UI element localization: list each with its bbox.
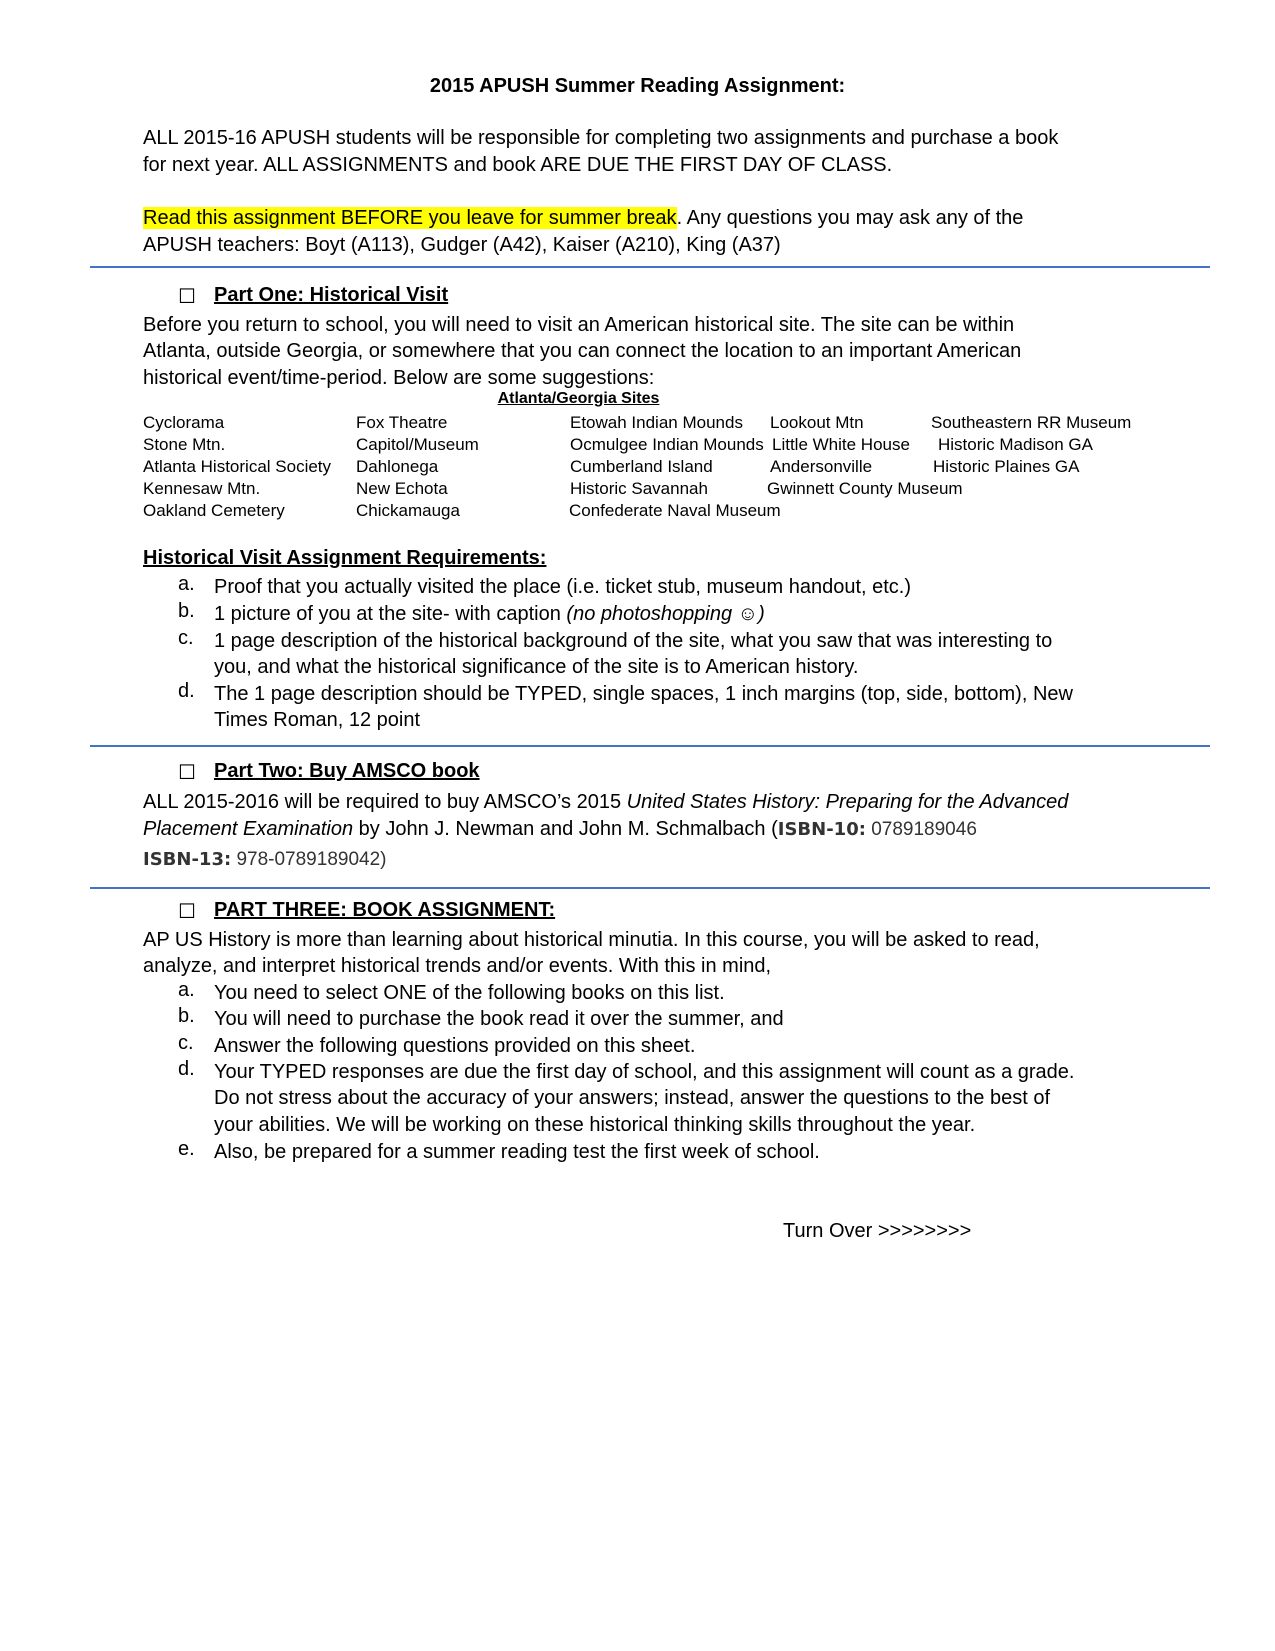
part-three-line: analyze, and interpret historical trends and/or events. With this in mind,	[143, 955, 772, 977]
part-two-checkbox[interactable]: ☐	[178, 762, 196, 784]
sites-heading: Atlanta/Georgia Sites	[497, 390, 660, 407]
turn-over-note: Turn Over >>>>>>>>	[783, 1220, 972, 1242]
part-three-heading: PART THREE: BOOK ASSIGNMENT:	[214, 899, 556, 921]
list-item-text: 1 picture of you at the site- with caption	[214, 603, 567, 625]
part-one-line: historical event/time-period. Below are some suggestions:	[143, 367, 655, 389]
section-divider	[90, 266, 1210, 268]
list-item: Also, be prepared for a summer reading test the first week of school.	[214, 1141, 820, 1163]
book-title: United States History: Preparing for the Advanced	[626, 791, 1069, 813]
site-item: Andersonville	[770, 457, 873, 476]
highlighted-instruction: Read this assignment BEFORE you leave for summer break	[143, 207, 677, 229]
intro-teachers: APUSH teachers: Boyt (A113), Gudger (A42), Kaiser (A210), King (A37)	[143, 234, 781, 256]
site-item: Historic Madison GA	[938, 435, 1093, 454]
list-letter: a.	[178, 573, 195, 595]
list-item-continuation: Times Roman, 12 point	[214, 709, 421, 731]
site-item: Confederate Naval Museum	[569, 501, 781, 520]
site-item: New Echota	[356, 479, 448, 498]
list-letter: c.	[178, 627, 194, 649]
site-item: Fox Theatre	[356, 413, 448, 432]
list-item-continuation: Do not stress about the accuracy of your answers; instead, answer the questions to the best of	[214, 1087, 1051, 1109]
site-item: Etowah Indian Mounds	[570, 413, 743, 432]
list-letter: c.	[178, 1032, 194, 1054]
site-item: Historic Savannah	[570, 479, 708, 498]
site-item: Historic Plaines GA	[933, 457, 1080, 476]
list-item: You need to select ONE of the following books on this list.	[214, 982, 725, 1004]
isbn13-label: ISBN-13:	[143, 849, 232, 870]
part-two-line-3	[143, 845, 386, 874]
intro-line-3	[143, 204, 1023, 232]
part-one-checkbox[interactable]: ☐	[178, 286, 196, 308]
page-title: 2015 APUSH Summer Reading Assignment:	[429, 75, 846, 97]
site-item: Southeastern RR Museum	[931, 413, 1132, 432]
list-item: You will need to purchase the book read it over the summer, and	[214, 1008, 784, 1030]
isbn10-label: ISBN-10:	[777, 819, 866, 840]
intro-line-1: ALL 2015-16 APUSH students will be responsible for completing two assignments and purchase a book	[143, 127, 1059, 149]
site-item: Cumberland Island	[570, 457, 713, 476]
list-letter: b.	[178, 600, 195, 622]
part-three-checkbox[interactable]: ☐	[178, 901, 196, 923]
list-item-continuation: your abilities. We will be working on these historical thinking skills throughout the year.	[214, 1114, 976, 1136]
list-letter: a.	[178, 979, 195, 1001]
site-item: Atlanta Historical Society	[143, 457, 332, 476]
list-item: The 1 page description should be TYPED, single spaces, 1 inch margins (top, side, bottom), New	[214, 683, 1073, 705]
intro-line-3-rest: . Any questions you may ask any of the	[676, 207, 1024, 229]
site-item: Oakland Cemetery	[143, 501, 285, 520]
list-letter: b.	[178, 1005, 195, 1027]
part-one-line: Atlanta, outside Georgia, or somewhere that you can connect the location to an important American	[143, 340, 1022, 362]
section-divider	[90, 745, 1210, 747]
list-item: Answer the following questions provided on this sheet.	[214, 1035, 696, 1057]
site-item: Dahlonega	[356, 457, 439, 476]
book-authors: by John J. Newman and John M. Schmalbach (	[353, 818, 778, 840]
list-letter: d.	[178, 1058, 195, 1080]
list-item: Your TYPED responses are due the first day of school, and this assignment will count as a grade.	[214, 1061, 1075, 1083]
visit-requirements-heading: Historical Visit Assignment Requirements:	[143, 547, 547, 569]
list-item-italic: (no photoshopping ☺)	[566, 603, 765, 625]
part-two-line-2	[143, 815, 977, 844]
site-item: Chickamauga	[356, 501, 460, 520]
site-item: Cyclorama	[143, 413, 225, 432]
site-item: Capitol/Museum	[356, 435, 479, 454]
site-item: Kennesaw Mtn.	[143, 479, 261, 498]
isbn13-value: 978-0789189042)	[231, 849, 387, 870]
book-intro: ALL 2015-2016 will be required to buy AMSCO’s 2015	[143, 791, 627, 813]
site-item: Gwinnett County Museum	[767, 479, 963, 498]
part-two-heading: Part Two: Buy AMSCO book	[214, 760, 480, 782]
list-letter: d.	[178, 680, 195, 702]
list-item-continuation: you, and what the historical significance of the site is to American history.	[214, 656, 859, 678]
part-two-line-1	[143, 788, 1068, 816]
site-item: Lookout Mtn	[770, 413, 864, 432]
isbn10-value: 0789189046	[865, 819, 977, 840]
part-three-line: AP US History is more than learning about historical minutia. In this course, you will be asked to read,	[143, 929, 1040, 951]
section-divider	[90, 887, 1210, 889]
list-letter: e.	[178, 1138, 195, 1160]
part-one-heading: Part One: Historical Visit	[214, 284, 449, 306]
site-item: Stone Mtn.	[143, 435, 226, 454]
site-item: Ocmulgee Indian Mounds	[570, 435, 764, 454]
site-item: Little White House	[772, 435, 910, 454]
book-title-cont: Placement Examination	[143, 818, 354, 840]
list-item	[214, 600, 765, 628]
list-item: 1 page description of the historical background of the site, what you saw that was interesting to	[214, 630, 1053, 652]
intro-line-2: for next year. ALL ASSIGNMENTS and book ARE DUE THE FIRST DAY OF CLASS.	[143, 154, 893, 176]
list-item: Proof that you actually visited the place (i.e. ticket stub, museum handout, etc.)	[214, 576, 912, 598]
part-one-line: Before you return to school, you will need to visit an American historical site. The site can be within	[143, 314, 1015, 336]
